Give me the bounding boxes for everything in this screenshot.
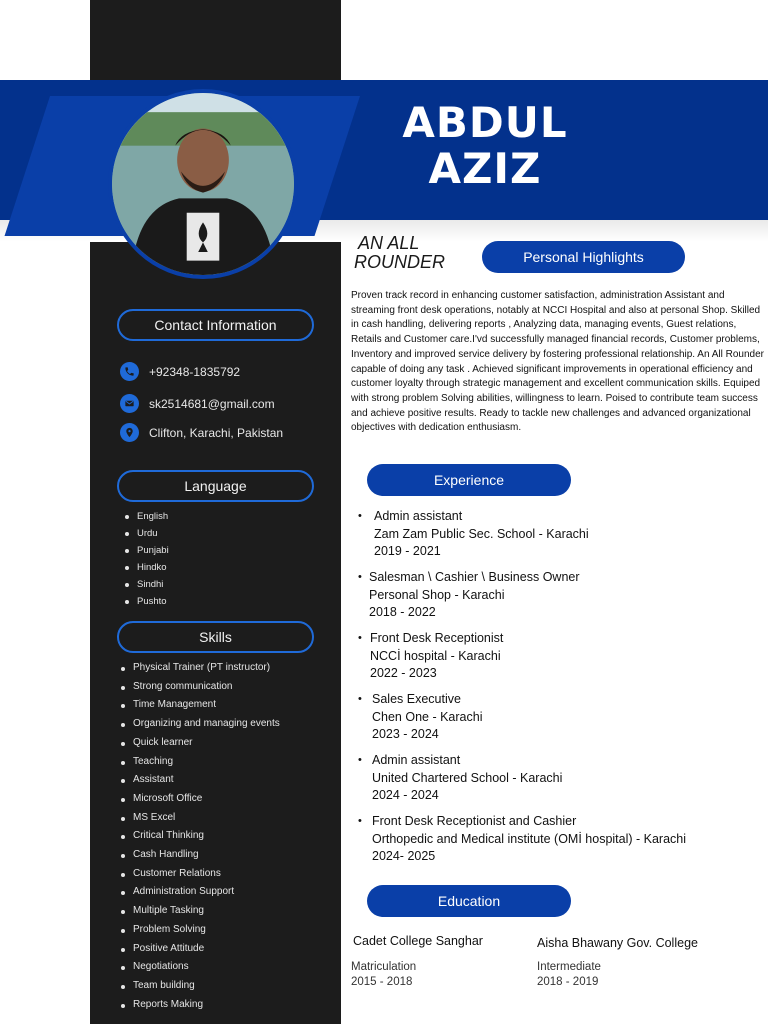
skill-item: Teaching: [121, 753, 280, 772]
language-item: Hindko: [125, 559, 169, 576]
bullet-icon: •: [358, 632, 362, 644]
language-item: Pushto: [125, 593, 169, 610]
contact-address: [120, 423, 340, 442]
education-heading: Education: [367, 885, 571, 917]
contact-phone: [120, 362, 340, 381]
experience-role: Front Desk Receptionist and Cashier: [372, 814, 577, 828]
language-heading: Language: [117, 470, 314, 502]
skill-item: Administration Support: [121, 883, 280, 902]
personal-highlights-text: Proven track record in enhancing customer satisfaction, administration Assistant and streaming front desk operations, notably at NCCI Hospital and also at personal Shop. Skilled in cash handling, delivering reports , Analyzing data, managing events, Guest relations, Retails and Customer care.I'vd successfully managed financial records, Customer problems, Inventory and improved service delivery by fostering professional relationship. An All Rounder capable of doing any task . Achieved significant improvements in operational efficiency and customer loyalty through strategic management and excellent communication skills. Equiped with strong problem Solving abilities, willingness to learn. Poised to contribute team success and achieve positive results. Ready to tackle new challenges and advanced organizational objectives with dedication enthusiasm.: [351, 290, 764, 434]
candidate-name: [390, 100, 580, 192]
experience-years: 2022 - 2023: [370, 666, 437, 680]
experience-entry: [358, 630, 758, 683]
address-text: Clifton, Karachi, Pakistan: [149, 425, 284, 440]
experience-entry: [358, 569, 758, 622]
education-years: 2015 - 2018: [351, 976, 413, 988]
experience-place: Personal Shop - Karachi: [369, 587, 505, 602]
email-address[interactable]: sk2514681@gmail.com: [149, 396, 275, 411]
experience-years: 2018 - 2022: [369, 605, 436, 619]
education-degree: Intermediate: [537, 961, 601, 973]
experience-years: 2024- 2025: [372, 849, 436, 863]
skill-item: Negotiations: [121, 958, 280, 977]
bullet-icon: •: [358, 815, 362, 827]
experience-place: United Chartered School - Karachi: [372, 770, 563, 785]
experience-years: 2024 - 2024: [372, 788, 439, 802]
skills-list: [121, 659, 280, 1014]
skill-item: Critical Thinking: [121, 827, 280, 846]
experience-role: Admin assistant: [372, 753, 461, 767]
experience-years: 2019 - 2021: [374, 544, 441, 558]
skill-item: MS Excel: [121, 809, 280, 828]
language-list: [125, 508, 169, 610]
skill-item: Multiple Tasking: [121, 902, 280, 921]
skill-item: Strong communication: [121, 678, 280, 697]
experience-role: Admin assistant: [374, 509, 463, 523]
skill-item: Positive Attitude: [121, 940, 280, 959]
skill-item: Time Management: [121, 696, 280, 715]
experience-entry: [358, 508, 758, 561]
experience-place: Zam Zam Public Sec. School - Karachi: [374, 526, 589, 541]
skill-item: Quick learner: [121, 734, 280, 753]
experience-years: 2023 - 2024: [372, 727, 439, 741]
skills-heading: Skills: [117, 621, 314, 653]
bullet-icon: •: [358, 571, 362, 583]
last-name: AZIZ: [428, 144, 542, 193]
skill-item: Problem Solving: [121, 921, 280, 940]
tagline-line2: ROUNDER: [354, 252, 446, 272]
education-degree: Matriculation: [351, 961, 417, 973]
education-school: Cadet College Sanghar: [353, 934, 483, 948]
language-item: Punjabi: [125, 542, 169, 559]
mail-icon: [120, 394, 139, 413]
experience-entry: [358, 691, 758, 744]
skill-item: Cash Handling: [121, 846, 280, 865]
bullet-icon: •: [358, 693, 362, 705]
experience-place: NCCİ hospital - Karachi: [370, 648, 501, 663]
tagline-line1: AN ALL: [358, 233, 420, 253]
language-item: Urdu: [125, 525, 169, 542]
first-name: ABDUL: [402, 98, 568, 147]
personal-highlights-heading: Personal Highlights: [482, 241, 685, 273]
education-school: Aisha Bhawany Gov. College: [537, 936, 698, 950]
skill-item: Customer Relations: [121, 865, 280, 884]
skill-item: Assistant: [121, 771, 280, 790]
experience-place: Chen One - Karachi: [372, 709, 483, 724]
contact-email: [120, 394, 340, 413]
experience-role: Sales Executive: [372, 692, 461, 706]
language-item: Sindhi: [125, 576, 169, 593]
language-item: English: [125, 508, 169, 525]
skill-item: Microsoft Office: [121, 790, 280, 809]
contact-heading: Contact Information: [117, 309, 314, 341]
experience-place: Orthopedic and Medical institute (OMİ hospital) - Karachi: [372, 831, 687, 846]
experience-role: Front Desk Receptionist: [370, 631, 504, 645]
phone-icon: [120, 362, 139, 381]
tagline: [354, 234, 464, 272]
experience-entry: [358, 813, 758, 866]
education-entry: [353, 934, 483, 990]
phone-number[interactable]: +92348-1835792: [149, 364, 241, 379]
experience-role: Salesman \ Cashier \ Business Owner: [369, 570, 580, 584]
bullet-icon: •: [358, 510, 362, 522]
location-pin-icon: [120, 423, 139, 442]
skill-item: Physical Trainer (PT instructor): [121, 659, 280, 678]
education-years: 2018 - 2019: [537, 976, 599, 988]
skill-item: Organizing and managing events: [121, 715, 280, 734]
skill-item: Reports Making: [121, 996, 280, 1015]
experience-heading: Experience: [367, 464, 571, 496]
profile-photo: [108, 89, 298, 279]
skill-item: Team building: [121, 977, 280, 996]
profile-photo-image: [112, 93, 294, 275]
experience-entry: [358, 752, 758, 805]
education-entry: [537, 936, 698, 990]
bullet-icon: •: [358, 754, 362, 766]
